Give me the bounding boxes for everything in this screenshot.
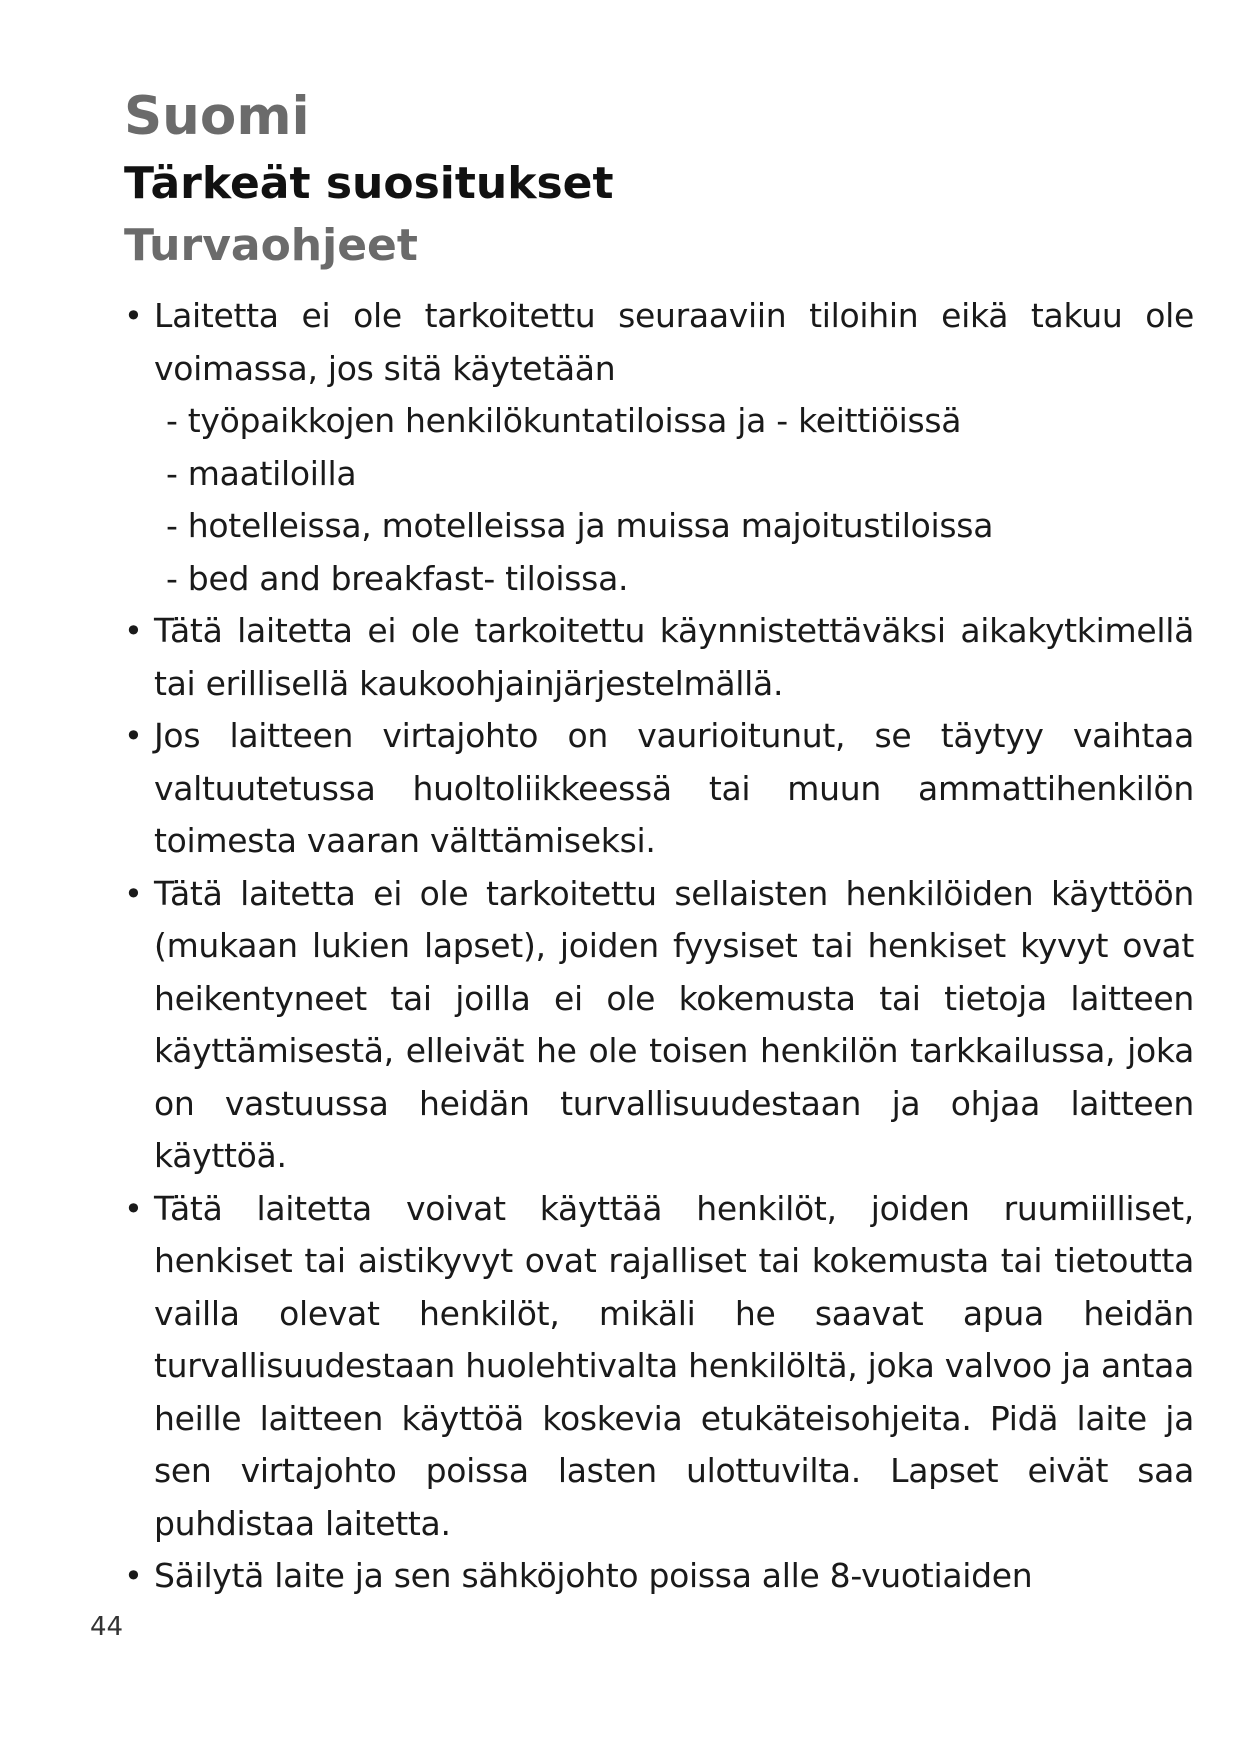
sub-list-item: - työpaikkojen henkilökuntatiloissa ja - keittiöissä	[166, 401, 962, 440]
language-heading: Suomi	[124, 86, 310, 147]
bullet-icon: •	[124, 297, 143, 335]
section-title: Tärkeät suositukset	[124, 158, 614, 209]
bullet-icon: •	[124, 1189, 143, 1228]
list-item-text: Jos laitteen virtajohto on vaurioitunut, se täytyy vaihtaa valtuutetussa huoltoliikkeessä tai muun ammattihenkilön toimesta vaaran välttämiseksi.	[154, 716, 1194, 860]
list-item	[124, 710, 1194, 868]
sub-list-item: - hotelleissa, motelleissa ja muissa majoitustiloissa	[166, 506, 994, 545]
list-item	[124, 1183, 1194, 1551]
bullet-icon: •	[124, 612, 143, 650]
list-item-text: Tätä laitetta ei ole tarkoitettu käynnistettäväksi aikakytkimellä tai erillisellä kaukoohjainjärjestelmällä.	[154, 611, 1194, 703]
bullet-icon: •	[124, 874, 143, 913]
list-item	[124, 868, 1194, 1183]
list-item-text: Laitetta ei ole tarkoitettu seuraaviin tiloihin eikä takuu ole voimassa, jos sitä käytetään	[154, 296, 1194, 388]
list-item	[124, 1550, 1194, 1603]
list-item	[124, 605, 1194, 710]
sub-list-item: - bed and breakfast- tiloissa.	[166, 558, 629, 598]
list-item-text: Tätä laitetta voivat käyttää henkilöt, joiden ruumiilliset, henkiset tai aistikyvyt ovat rajalliset tai kokemusta tai tietoutta vailla olevat henkilöt, mikäli he saavat apua heidän turvallisuudestaan huolehtivalta henkilöltä, joka valvoo ja antaa heille laitteen käyttöä koskevia etukäteisohjeita. Pidä laite ja sen virtajohto poissa lasten ulottuvilta. Lapset eivät saa puhdistaa laitetta.	[154, 1188, 1194, 1543]
list-item-text: Säilytä laite ja sen sähköjohto poissa alle 8-vuotiaiden	[154, 1556, 1033, 1595]
bullet-icon: •	[124, 1557, 143, 1595]
safety-instructions-list	[124, 290, 1194, 1603]
section-subtitle: Turvaohjeet	[124, 220, 418, 271]
list-item-text: Tätä laitetta ei ole tarkoitettu sellaisten henkilöiden käyttöön (mukaan lukien lapset), joiden fyysiset tai henkiset kyvyt ovat heikentyneet tai joilla ei ole kokemusta tai tietoja laitteen käyttämisestä, elleivät he ole toisen henkilön tarkkailussa, joka on vastuussa heidän turvallisuudestaan ja ohjaa laitteen käyttöä.	[154, 873, 1194, 1175]
list-item	[124, 290, 1194, 605]
page-number: 44	[90, 1612, 124, 1642]
bullet-icon: •	[124, 717, 143, 755]
sub-list-item: - maatiloilla	[166, 453, 357, 493]
